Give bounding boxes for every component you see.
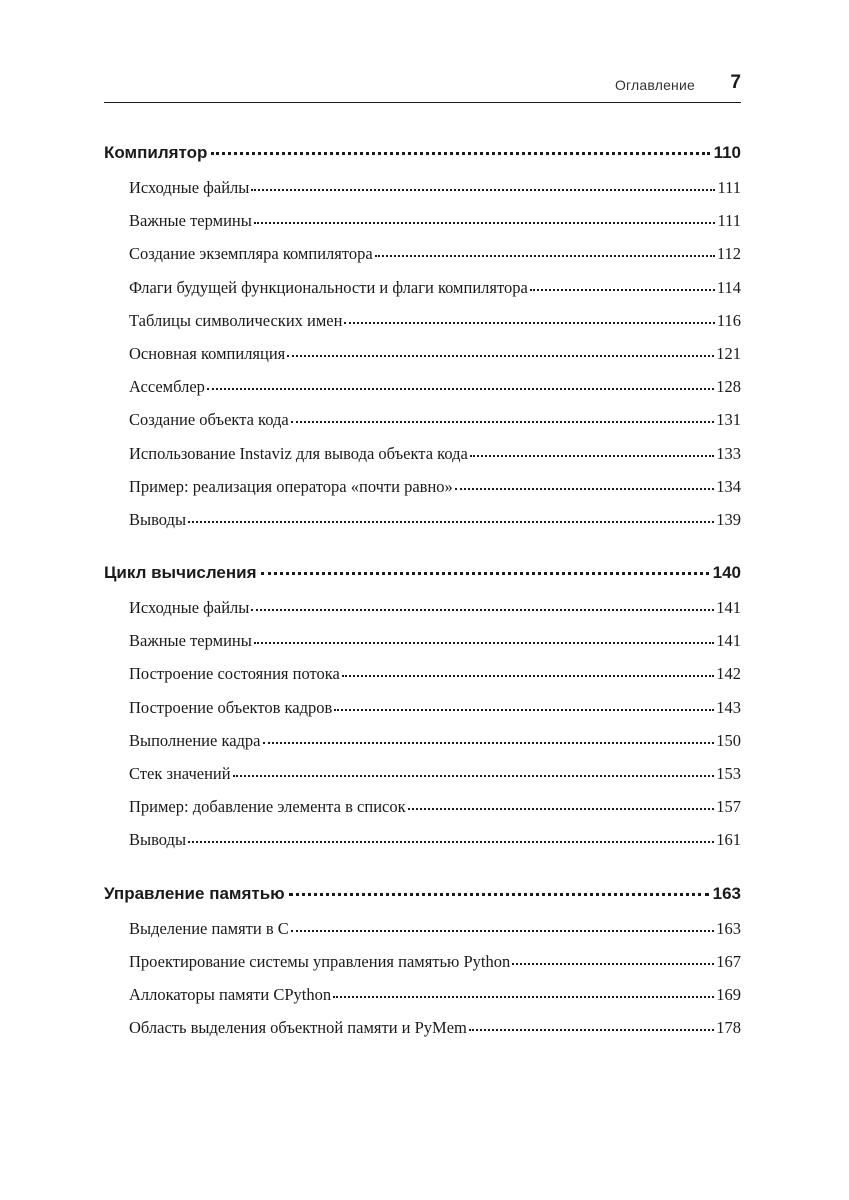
dot-leader <box>254 641 714 644</box>
toc-chapter <box>104 143 741 543</box>
dot-leader <box>263 741 715 744</box>
dot-leader <box>455 487 714 490</box>
section-title: Выделение памяти в C <box>129 918 289 938</box>
section-title: Флаги будущей функциональности и флаги компилятора <box>129 277 528 297</box>
toc-section-entry[interactable] <box>104 244 741 277</box>
dot-leader <box>254 221 716 224</box>
toc-section-entry[interactable] <box>104 1018 741 1051</box>
section-title: Стек значений <box>129 764 231 783</box>
dot-leader <box>334 708 714 711</box>
dot-leader <box>289 892 709 896</box>
toc-section-entry[interactable] <box>104 985 741 1018</box>
section-page-number: 163 <box>716 918 741 938</box>
toc-section-entry[interactable] <box>104 919 741 952</box>
section-page-number: 134 <box>716 476 741 496</box>
toc-section-list <box>104 593 741 864</box>
toc-section-entry[interactable] <box>104 664 741 697</box>
section-page-number: 178 <box>716 1018 741 1038</box>
dot-leader <box>530 288 715 291</box>
toc-section-entry[interactable] <box>104 764 741 797</box>
dot-leader <box>375 254 715 257</box>
dot-leader <box>291 929 715 932</box>
toc-section-entry[interactable] <box>104 731 741 764</box>
section-page-number: 128 <box>716 377 741 397</box>
section-title: Ассемблер <box>129 377 205 397</box>
section-title: Проектирование системы управления памятью Python <box>129 951 511 971</box>
section-title: Пример: реализация оператора «почти равно» <box>129 476 453 496</box>
toc-section-entry[interactable] <box>104 178 741 211</box>
dot-leader <box>469 1028 714 1031</box>
dot-leader <box>291 420 715 423</box>
toc-chapter <box>104 884 741 1052</box>
section-page-number: 153 <box>716 764 741 783</box>
section-title: Аллокаторы памяти CPython <box>129 984 332 1004</box>
toc-section-entry[interactable] <box>104 377 741 410</box>
running-title: Оглавление <box>614 77 695 93</box>
toc-chapter-entry[interactable] <box>104 143 741 173</box>
toc-chapter <box>104 563 741 864</box>
section-title: Выводы <box>129 509 187 529</box>
toc-section-entry[interactable] <box>104 510 741 543</box>
section-page-number: 121 <box>716 343 741 363</box>
section-title: Создание объекта кода <box>129 410 289 430</box>
section-page-number: 150 <box>716 730 741 750</box>
section-title: Важные термины <box>129 631 252 651</box>
dot-leader <box>342 674 714 677</box>
dot-leader <box>188 520 714 523</box>
toc-section-list <box>104 914 741 1052</box>
dot-leader <box>251 608 714 611</box>
section-title: Создание экземпляра компилятора <box>129 244 373 264</box>
section-title: Построение объектов кадров <box>129 697 333 717</box>
chapter-title: Управление памятью <box>104 883 285 903</box>
section-page-number: 116 <box>716 310 741 330</box>
dot-leader <box>344 321 714 324</box>
toc-chapter-entry[interactable] <box>104 563 741 593</box>
table-of-contents <box>104 143 741 1071</box>
running-header <box>104 74 741 103</box>
dot-leader <box>470 454 714 457</box>
page-number: 7 <box>730 72 741 93</box>
dot-leader <box>512 962 714 965</box>
section-page-number: 161 <box>716 830 741 850</box>
toc-section-entry[interactable] <box>104 211 741 244</box>
section-title: Важные термины <box>129 211 252 231</box>
section-page-number: 111 <box>717 211 741 231</box>
toc-chapter-entry[interactable] <box>104 884 741 914</box>
section-page-number: 112 <box>716 244 741 264</box>
toc-section-entry[interactable] <box>104 698 741 731</box>
dot-leader <box>251 188 715 191</box>
section-title: Выводы <box>129 830 187 850</box>
toc-section-entry[interactable] <box>104 598 741 631</box>
section-title: Область выделения объектной памяти и PyMem <box>129 1018 467 1038</box>
dot-leader <box>207 387 714 390</box>
toc-section-entry[interactable] <box>104 410 741 443</box>
toc-section-entry[interactable] <box>104 311 741 344</box>
section-page-number: 111 <box>717 178 741 197</box>
section-title: Пример: добавление элемента в список <box>129 797 406 817</box>
toc-section-entry[interactable] <box>104 278 741 311</box>
toc-section-list <box>104 173 741 543</box>
dot-leader <box>287 354 714 357</box>
section-page-number: 131 <box>716 410 741 430</box>
section-title: Использование Instaviz для вывода объекта кода <box>129 443 468 463</box>
toc-section-entry[interactable] <box>104 797 741 830</box>
section-title: Выполнение кадра <box>129 730 261 750</box>
section-page-number: 141 <box>716 598 741 618</box>
dot-leader <box>333 995 714 998</box>
section-page-number: 133 <box>716 443 741 463</box>
toc-section-entry[interactable] <box>104 631 741 664</box>
dot-leader <box>211 151 709 155</box>
section-page-number: 157 <box>716 797 741 817</box>
section-page-number: 167 <box>716 951 741 971</box>
section-page-number: 114 <box>716 277 741 297</box>
chapter-page-number: 163 <box>712 883 741 903</box>
section-page-number: 139 <box>716 509 741 529</box>
section-title: Построение состояния потока <box>129 664 340 684</box>
section-page-number: 143 <box>716 697 741 717</box>
section-page-number: 169 <box>716 984 741 1004</box>
section-title: Исходные файлы <box>129 598 250 618</box>
chapter-page-number: 110 <box>713 143 741 162</box>
toc-section-entry[interactable] <box>104 444 741 477</box>
dot-leader <box>188 840 714 843</box>
dot-leader <box>408 807 715 810</box>
section-title: Исходные файлы <box>129 178 250 197</box>
section-page-number: 142 <box>716 664 741 684</box>
toc-section-entry[interactable] <box>104 344 741 377</box>
toc-section-entry[interactable] <box>104 477 741 510</box>
chapter-title: Компилятор <box>104 143 208 162</box>
section-page-number: 141 <box>716 631 741 651</box>
section-title: Основная компиляция <box>129 343 286 363</box>
dot-leader <box>261 571 709 575</box>
toc-section-entry[interactable] <box>104 830 741 863</box>
dot-leader <box>233 774 715 777</box>
chapter-title: Цикл вычисления <box>104 563 257 583</box>
section-title: Таблицы символических имен <box>129 310 343 330</box>
chapter-page-number: 140 <box>712 563 741 583</box>
toc-section-entry[interactable] <box>104 952 741 985</box>
